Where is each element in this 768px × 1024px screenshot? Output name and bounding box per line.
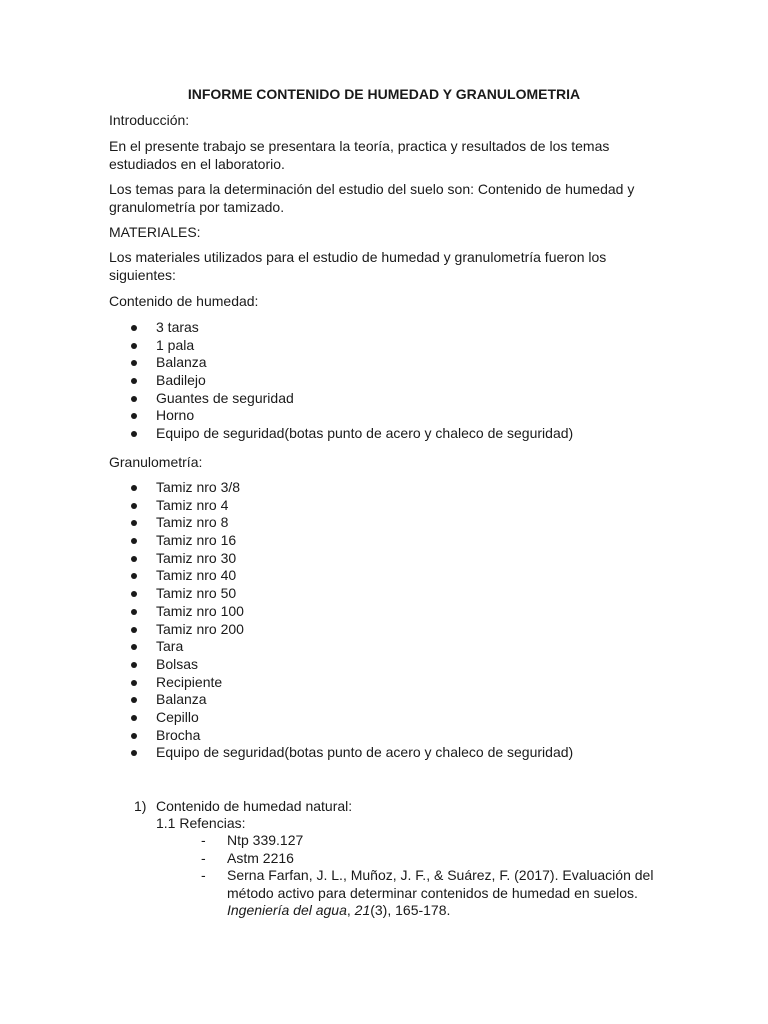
list-item: Horno — [109, 407, 573, 425]
reference-item: - Serna Farfan, J. L., Muñoz, J. F., & Suárez, F. (2017). Evaluación del método activo para determinar contenidos de humedad en suelos. Ingeniería del agua, 21(3), 165-178. — [201, 867, 654, 918]
bullet-icon — [131, 573, 137, 579]
list-item: Equipo de seguridad(botas punto de acero y chaleco de seguridad) — [109, 425, 573, 443]
granulometria-heading: Granulometría: — [109, 454, 203, 470]
list-item: Tamiz nro 16 — [109, 532, 573, 550]
list-item: Tamiz nro 200 — [109, 621, 573, 639]
list-item: Tamiz nro 4 — [109, 497, 573, 515]
humedad-heading: Contenido de humedad: — [109, 293, 259, 309]
list-item: Brocha — [109, 727, 573, 745]
bullet-icon — [131, 609, 137, 615]
intro-heading: Introducción: — [109, 112, 190, 128]
intro-paragraph-1: En el presente trabajo se presentara la teoría, practica y resultados de los temas estudiados en el laboratorio. — [109, 138, 610, 172]
bullet-icon — [131, 697, 137, 703]
references-list — [201, 832, 671, 920]
journal-volume: 21 — [354, 902, 371, 918]
bullet-icon — [131, 503, 137, 509]
bullet-icon — [131, 538, 137, 544]
bullet-icon — [131, 413, 137, 419]
bullet-icon — [131, 715, 137, 721]
list-item: Equipo de seguridad(botas punto de acero y chaleco de seguridad) — [109, 744, 573, 762]
dash-icon: - — [201, 849, 206, 866]
bullet-icon — [131, 627, 137, 633]
materiales-paragraph: Los materiales utilizados para el estudio de humedad y granulometría fueron los siguientes: — [109, 249, 607, 283]
list-item: Tamiz nro 3/8 — [109, 479, 573, 497]
section-title: Contenido de humedad natural: — [156, 798, 353, 814]
list-item: Tamiz nro 40 — [109, 567, 573, 585]
bullet-icon — [131, 644, 137, 650]
bullet-icon — [131, 591, 137, 597]
bullet-icon — [131, 662, 137, 668]
bullet-icon — [131, 520, 137, 526]
bullet-icon — [131, 733, 137, 739]
bullet-icon — [131, 680, 137, 686]
bullet-icon — [131, 556, 137, 562]
list-item: Cepillo — [109, 709, 573, 727]
bullet-icon — [131, 750, 137, 756]
bullet-icon — [131, 378, 137, 384]
list-item: Tamiz nro 30 — [109, 550, 573, 568]
journal-name: Ingeniería del agua — [227, 902, 347, 918]
list-item: Badilejo — [109, 372, 573, 390]
reference-item: - Ntp 339.127 — [201, 832, 304, 848]
document-title: INFORME CONTENIDO DE HUMEDAD Y GRANULOMETRIA — [187, 86, 581, 102]
bullet-icon — [131, 396, 137, 402]
dash-icon: - — [201, 832, 206, 848]
subsection-title: 1.1 Refencias: — [156, 815, 246, 831]
list-item: Recipiente — [109, 674, 573, 692]
list-item: 1 pala — [109, 337, 573, 355]
list-item: Tamiz nro 100 — [109, 603, 573, 621]
list-item: Balanza — [109, 691, 573, 709]
dash-icon: - — [201, 867, 206, 883]
humedad-list — [109, 319, 573, 443]
bullet-icon — [131, 360, 137, 366]
list-item: Bolsas — [109, 656, 573, 674]
list-item: Tara — [109, 638, 573, 656]
list-item: Balanza — [109, 354, 573, 372]
list-item: Tamiz nro 50 — [109, 585, 573, 603]
bullet-icon — [131, 343, 137, 349]
materiales-heading: MATERIALES: — [109, 224, 201, 240]
section-number: 1) — [134, 798, 147, 814]
list-item: 3 taras — [109, 319, 573, 337]
intro-paragraph-2: Los temas para la determinación del estudio del suelo son: Contenido de humedad y granulometría por tamizado. — [109, 181, 635, 215]
list-item: Tamiz nro 8 — [109, 514, 573, 532]
bullet-icon — [131, 485, 137, 491]
reference-item: - Astm 2216 — [201, 849, 294, 866]
granulometria-list — [109, 479, 573, 762]
bullet-icon — [131, 325, 137, 331]
bullet-icon — [131, 431, 137, 437]
list-item: Guantes de seguridad — [109, 390, 573, 408]
